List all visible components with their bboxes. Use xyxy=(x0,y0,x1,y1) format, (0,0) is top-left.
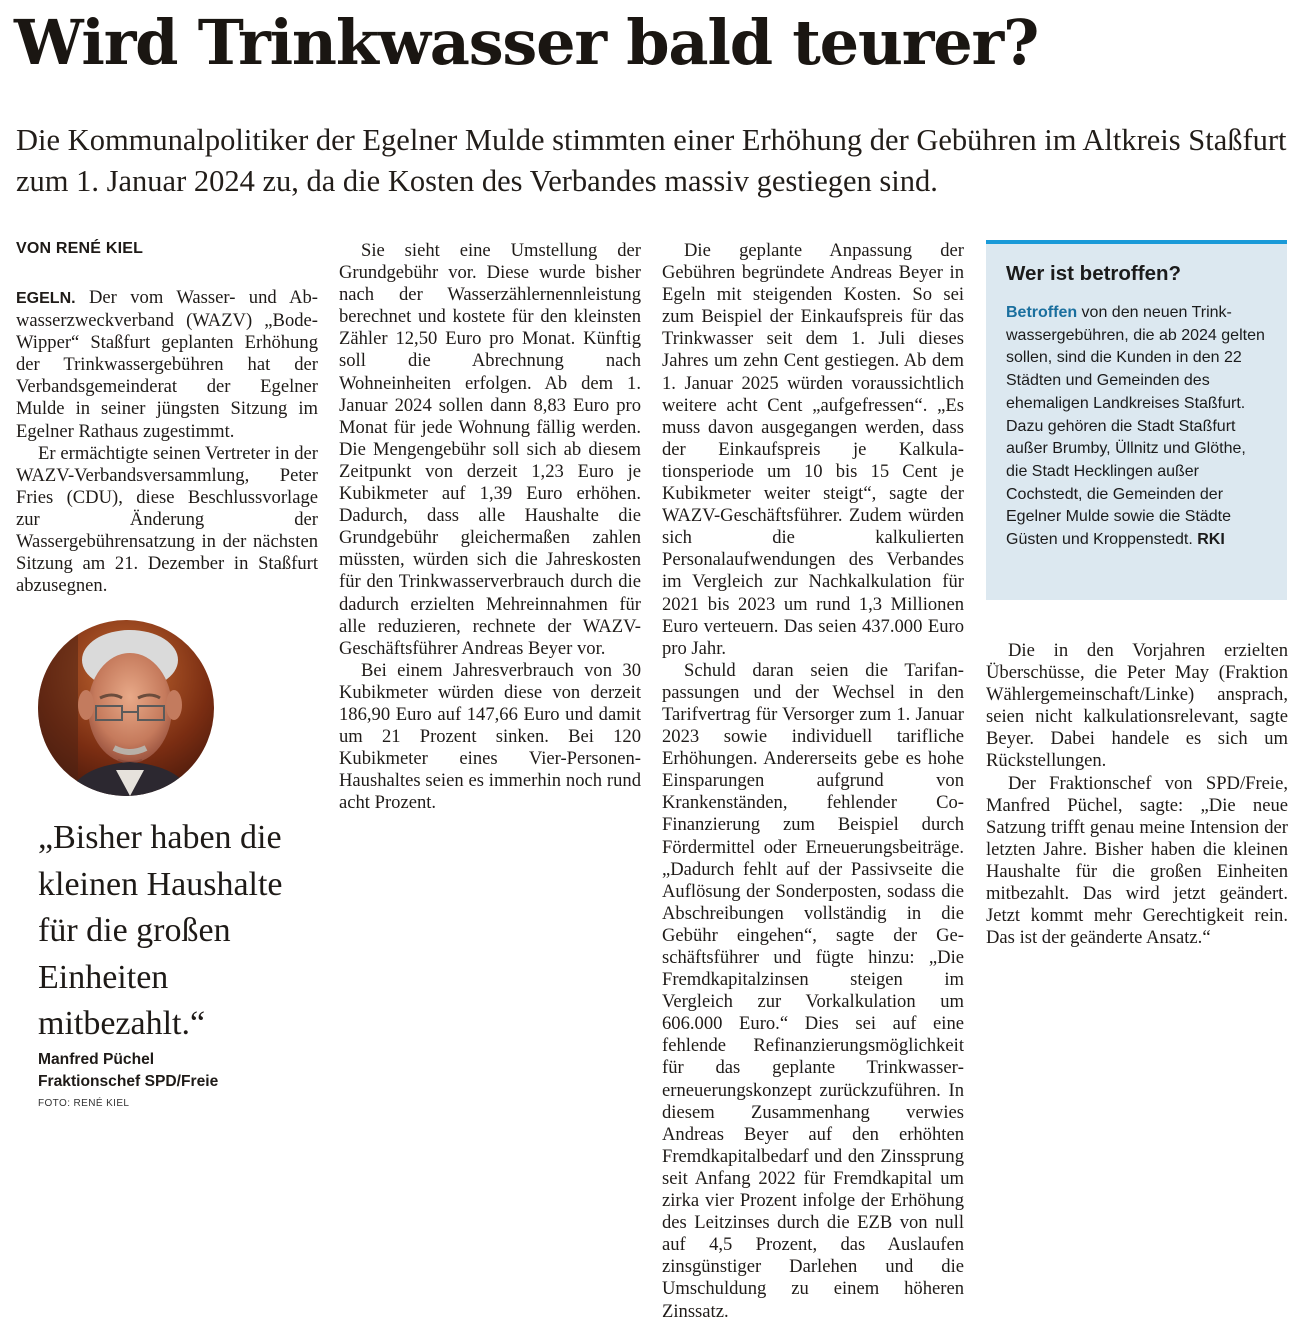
byline: VON RENÉ KIEL xyxy=(16,240,144,257)
headline: Wird Trinkwasser bald teurer? xyxy=(14,6,1039,79)
paragraph-intro xyxy=(16,287,318,443)
paragraph-2 xyxy=(16,443,318,598)
quote-author: Manfred Püchel xyxy=(38,1051,155,1068)
paragraph-4 xyxy=(339,660,641,815)
paragraph-3-text: Sie sieht eine Umstellung der Grundgebühr vor. Diese wurde bisher nach der Wasserzählernennleistung berechnet und kostete für den kleinsten Zähler 12,50 Euro pro Monat. Künftig soll die Abrechnung nach Wohneinheiten erfolgen. Ab dem 1. Januar 2024 sollen dann 8,83 Euro pro Monat für jede Wohnung fällig werden. Die Mengengebühr soll sich ab diesem Zeitpunkt von derzeit 1,23 Euro je Kubikmeter auf 1,39 Euro erhöhen. Dadurch, dass alle Haushalte die Grundgebühr gleichermaßen zahlen müssten, würden sich die Jahreskosten für den Trinkwasserverbrauch durch die dadurch erzielten Mehreinnahmen für alle reduzieren, rechnete der WAZV-Geschäftsführer Andreas Beyer vor. xyxy=(339,240,641,659)
paragraph-3 xyxy=(339,240,641,660)
portrait-photo xyxy=(38,620,214,796)
info-box-body: von den neuen Trinkwassergebühren, die ab 2024 gelten sollen, sind die Kunden in den 22 Städten und Gemeinden des ehemaligen Landkreises Staßfurt. Dazu gehören die Stadt Staßfurt außer Brumby, Üllnitz und Glöthe, die Stadt Hecklingen außer Cochstedt, die Gemeinden der Egelner Mulde sowie die Städte Güsten und Kroppenstedt. xyxy=(1006,304,1265,549)
text-column-3 xyxy=(662,240,964,1323)
portrait-image xyxy=(38,620,214,796)
photo-credit: FOTO: RENÉ KIEL xyxy=(38,1098,130,1109)
paragraph-4-text: Bei einem Jahresverbrauch von 30 Kubikmeter würden diese von derzeit 186,90 Euro auf 147,66 Euro und damit um 21 Prozent sinken. Bei 120 Kubikmeter eines Vier-Personen-Haushaltes seien es immerhin noch rund acht Prozent. xyxy=(339,659,641,814)
paragraph-6-text: Schuld daran seien die Tarifanpassungen und der Wechsel in den Tarifvertrag für Versorger zum 1. Januar 2023 sowie individuell tarifliche Erhöhungen. Andererseits gebe es hohe Einsparungen aufgrund von Krankenständen, fehlender Co-Finanzierung zum Beispiel durch Fördermittel oder Erneuerungsbeiträge. „Dadurch fehlt auf der Passivseite die Auflösung der Sonderposten, sodass die Abschreibungen vollständig in die Gebühr eingehen“, sagte der Geschäftsführer und fügte hinzu: „Die Fremdkapitalzinsen steigen im Vergleich zur Vorkalkulation um 606.000 Euro.“ Dies sei auf eine fehlende Refinanzierungsmöglichkeit für das geplante Trinkwassererneuerungskonzept zurückzuführen. In diesem Zusammenhang verwies Andreas Beyer auf den erhöhten Fremdkapitalbedarf und den Zinssprung seit Anfang 2022 für Fremdkapital um zirka vier Prozent infolge der Erhöhung des Leitzinses durch die EZB von null auf 4,5 Prozent, das Auslaufen zinsgünstiger Darlehen und die Umschuldung zu einem höheren Zinssatz. xyxy=(662,659,964,1322)
text-column-2 xyxy=(339,240,641,814)
paragraph-8 xyxy=(986,773,1288,950)
text-column-1 xyxy=(16,287,318,597)
paragraph-2-text: Er ermächtigte seinen Vertreter in der WAZV-Verbandsversammlung, Peter Fries (CDU), diese Beschlussvorlage zur Änderung der Wassergebührensatzung in der nächsten Sitzung am 21. Dezember in Staßfurt abzusegnen. xyxy=(16,442,318,597)
article-dek: Die Kommunalpolitiker der Egelner Mulde stimmten einer Erhöhung der Gebühren im Altkreis Staßfurt zum 1. Januar 2024 zu, da die Kosten des Verbandes massiv gestiegen sind. xyxy=(16,123,1287,198)
info-box xyxy=(986,240,1287,600)
paragraph-6 xyxy=(662,660,964,1323)
info-box-credit: RKI xyxy=(1197,531,1225,549)
info-box-text xyxy=(1006,302,1267,552)
quote-author-role: Fraktionschef SPD/Freie xyxy=(38,1073,219,1090)
text-column-4 xyxy=(986,640,1288,949)
paragraph-1-text: Der vom Wasser- und Abwasserzweckverband (WAZV) „Bode-Wipper“ Staßfurt geplanten Erhöhung der Trinkwassergebühren hat der Verbandsgemeinderat der Egelner Mulde in seiner jüngsten Sitzung im Egelner Rathaus zugestimmt. xyxy=(16,287,318,442)
pull-quote: „Bisher haben die kleinen Haushalte für die großen Einheiten mitbezahlt.“ xyxy=(38,819,283,1042)
paragraph-5 xyxy=(662,240,964,660)
paragraph-7-text: Die in den Vorjahren erzielten Überschüsse, die Peter May (Fraktion Wählergemeinschaft/Linke) ansprach, seien nicht kalkulationsrelevant, sagte Beyer. Dabei handele es sich um Rückstellungen. xyxy=(986,640,1288,772)
info-box-title: Wer ist betroffen? xyxy=(1006,262,1182,285)
dateline: EGELN. xyxy=(16,290,76,307)
paragraph-8-text: Der Fraktionschef von SPD/Freie, Manfred Püchel, sagte: „Die neue Satzung trifft genau meine Intension der letzten Jahre. Bisher haben die kleinen Haushalte für die großen Einheiten mitbezahlt. Das wird jetzt geändert. Jetzt kommt mehr Gerechtigkeit rein. Das ist der geänderte Ansatz.“ xyxy=(986,772,1288,949)
paragraph-5-text: Die geplante Anpassung der Gebühren begründete Andreas Beyer in Egeln mit steigenden Kosten. So sei zum Beispiel der Einkaufspreis für das Trinkwasser seit dem 1. Juli dieses Jahres um zehn Cent gestiegen. Ab dem 1. Januar 2025 würden voraussichtlich weitere acht Cent „aufgefressen“. „Es muss davon ausgegangen werden, dass der Einkaufspreis je Kalkulationsperiode um 10 bis 15 Cent je Kubikmeter weiter steigt“, sagte der WAZV-Geschäftsführer. Zudem würden sich die kalkulierten Personalaufwendungen des Verbandes im Vergleich zur Nachkalkulation für 2021 bis 2023 um rund 1,3 Millionen Euro verteuern. Das seien 437.000 Euro pro Jahr. xyxy=(662,240,964,659)
info-box-lead: Betroffen xyxy=(1006,304,1078,321)
paragraph-7 xyxy=(986,640,1288,773)
